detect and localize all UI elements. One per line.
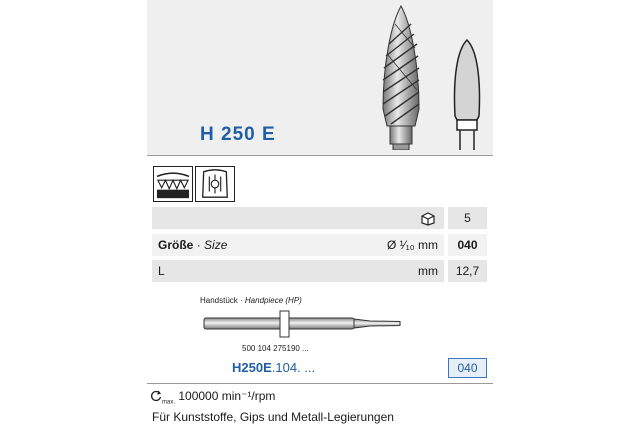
divider [147, 155, 493, 156]
shank-reference-number: 500 104 275190 ... [242, 344, 309, 353]
bur-illustration [375, 4, 427, 150]
usage-text: Für Kunststoffe, Gips und Metall-Legierungen [152, 410, 394, 424]
header-background [147, 0, 493, 155]
order-code [232, 360, 315, 375]
handpiece-label-en: Handpiece (HP) [244, 296, 302, 305]
order-code-main: H250E [232, 360, 272, 375]
bur-profile-illustration [449, 38, 485, 150]
dental-model-icon [153, 166, 193, 202]
product-title: H 250 E [200, 124, 276, 145]
handpiece-label-de: Handstück [200, 296, 238, 305]
rotation-icon [150, 390, 162, 402]
divider [147, 383, 493, 384]
package-cell [152, 207, 444, 229]
size-value [448, 234, 487, 256]
size-label-de: Größe [158, 238, 194, 252]
package-icon [420, 210, 436, 226]
size-separator: · [196, 238, 201, 252]
denture-icon [195, 166, 235, 202]
size-unit: Ø ¹⁄₁₀ mm [386, 238, 438, 252]
size-value-text: 040 [457, 238, 478, 252]
length-value: 12,7 [448, 260, 487, 282]
size-row [152, 234, 487, 256]
length-row [152, 260, 487, 282]
size-cell [152, 234, 444, 256]
package-row [152, 207, 487, 229]
length-unit: mm [418, 264, 438, 278]
rpm-sub: max. [162, 399, 176, 406]
package-value: 5 [448, 207, 487, 229]
length-cell [152, 260, 444, 282]
handpiece-label: Handstück · Handpiece (HP) [200, 296, 302, 305]
rpm-text: 100000 min⁻¹/rpm [178, 389, 276, 403]
order-size-value: 040 [448, 358, 487, 378]
handpiece-shank-illustration [200, 309, 410, 339]
order-code-suffix: .104. ... [271, 360, 316, 375]
size-label-en: Size [204, 238, 228, 252]
max-rpm [150, 389, 275, 405]
size-label [158, 234, 227, 256]
length-label: L [158, 264, 165, 278]
